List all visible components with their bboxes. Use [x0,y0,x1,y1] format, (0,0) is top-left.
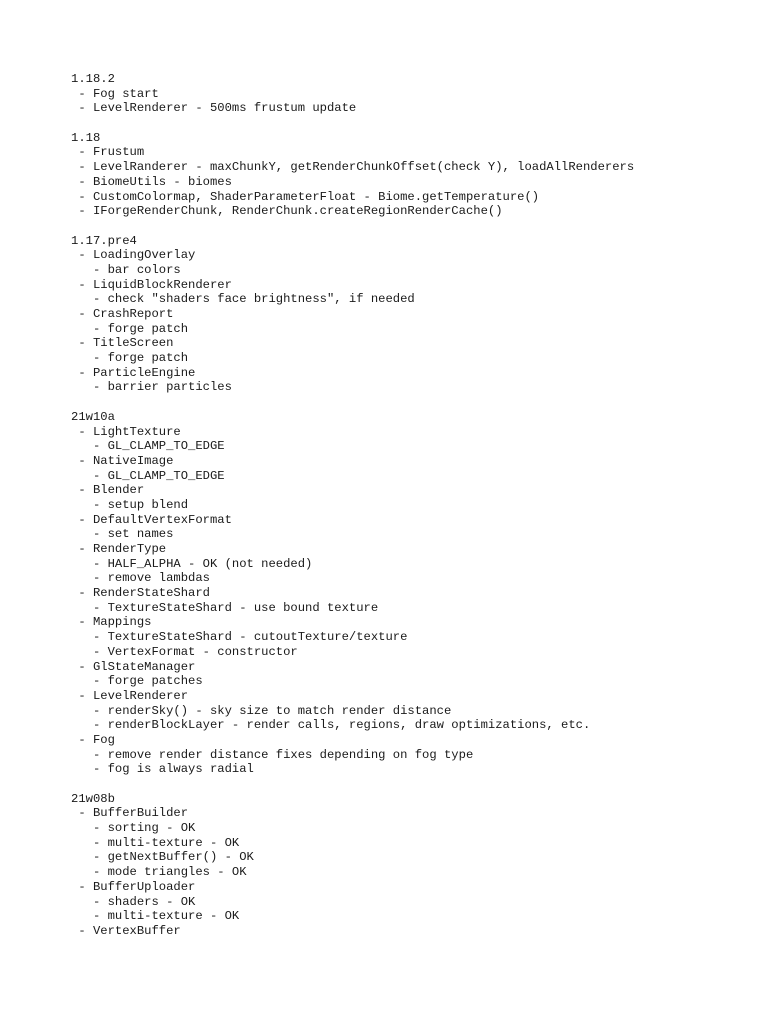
sub-item: - TextureStateShard - use bound texture [71,600,379,615]
list-item: - Frustum [71,145,145,160]
document-body [71,72,761,939]
version-heading: 21w10a [71,409,115,424]
sub-item: - shaders - OK [71,894,196,909]
sub-item: - barrier particles [71,380,232,395]
list-item: - LevelRenderer - 500ms frustum update [71,101,357,116]
list-item: - LoadingOverlay [71,248,196,263]
sub-item: - GL_CLAMP_TO_EDGE [71,468,225,483]
list-item: - LiquidBlockRenderer [71,277,232,292]
list-item: - BiomeUtils - biomes [71,174,232,189]
sub-item: - HALF_ALPHA - OK (not needed) [71,556,313,571]
blank-line [71,219,761,234]
list-item: - IForgeRenderChunk, RenderChunk.createRegionRenderCache() [71,204,503,219]
list-item: - Fog start [71,86,159,101]
list-item: - BufferBuilder [71,806,189,821]
list-item: - Blender [71,483,145,498]
list-item: - RenderType [71,542,167,556]
sub-item: - remove render distance fixes depending on fog type [71,747,474,762]
list-item: - RenderStateShard [71,586,210,601]
sub-item: - setup blend [71,497,189,512]
version-heading: 1.18.2 [71,72,115,86]
list-item: - NativeImage [71,453,174,468]
version-heading: 21w08b [71,791,115,806]
blank-line [71,777,761,792]
list-item: - LevelRenderer [71,688,189,703]
list-item: - LightTexture [71,424,181,439]
list-item: - TitleScreen [71,336,174,351]
list-item: - Mappings [71,615,152,630]
sub-item: - check "shaders face brightness", if needed [71,292,415,307]
version-heading: 1.17.pre4 [71,233,137,248]
sub-item: - forge patches [71,674,203,689]
sub-item: - fog is always radial [71,762,254,777]
list-item: - ParticleEngine [71,365,196,380]
list-item: - BufferUploader [71,879,196,894]
sub-item: - forge patch [71,321,189,336]
blank-line [71,116,761,131]
list-item: - Fog [71,732,115,747]
list-item: - VertexBuffer [71,923,181,938]
sub-item: - TextureStateShard - cutoutTexture/texture [71,630,408,645]
sub-item: - mode triangles - OK [71,865,247,880]
sub-item: - renderBlockLayer - render calls, regions, draw optimizations, etc. [71,718,591,733]
list-item: - GlStateManager [71,659,196,674]
version-heading: 1.18 [71,130,101,145]
sub-item: - set names [71,527,174,542]
sub-item: - multi-texture - OK [71,835,240,850]
blank-line [71,395,761,410]
sub-item: - bar colors [71,262,181,277]
sub-item: - getNextBuffer() - OK [71,850,254,865]
sub-item: - renderSky() - sky size to match render distance [71,703,452,718]
sub-item: - sorting - OK [71,821,196,836]
list-item: - LevelRanderer - maxChunkY, getRenderChunkOffset(check Y), loadAllRenderers [71,160,635,175]
sub-item: - remove lambdas [71,571,210,586]
sub-item: - VertexFormat - constructor [71,644,298,659]
sub-item: - forge patch [71,351,189,366]
sub-item: - multi-texture - OK [71,909,240,924]
list-item: - DefaultVertexFormat [71,512,232,527]
sub-item: - GL_CLAMP_TO_EDGE [71,439,225,454]
list-item: - CustomColormap, ShaderParameterFloat - Biome.getTemperature() [71,189,540,204]
list-item: - CrashReport [71,307,174,321]
